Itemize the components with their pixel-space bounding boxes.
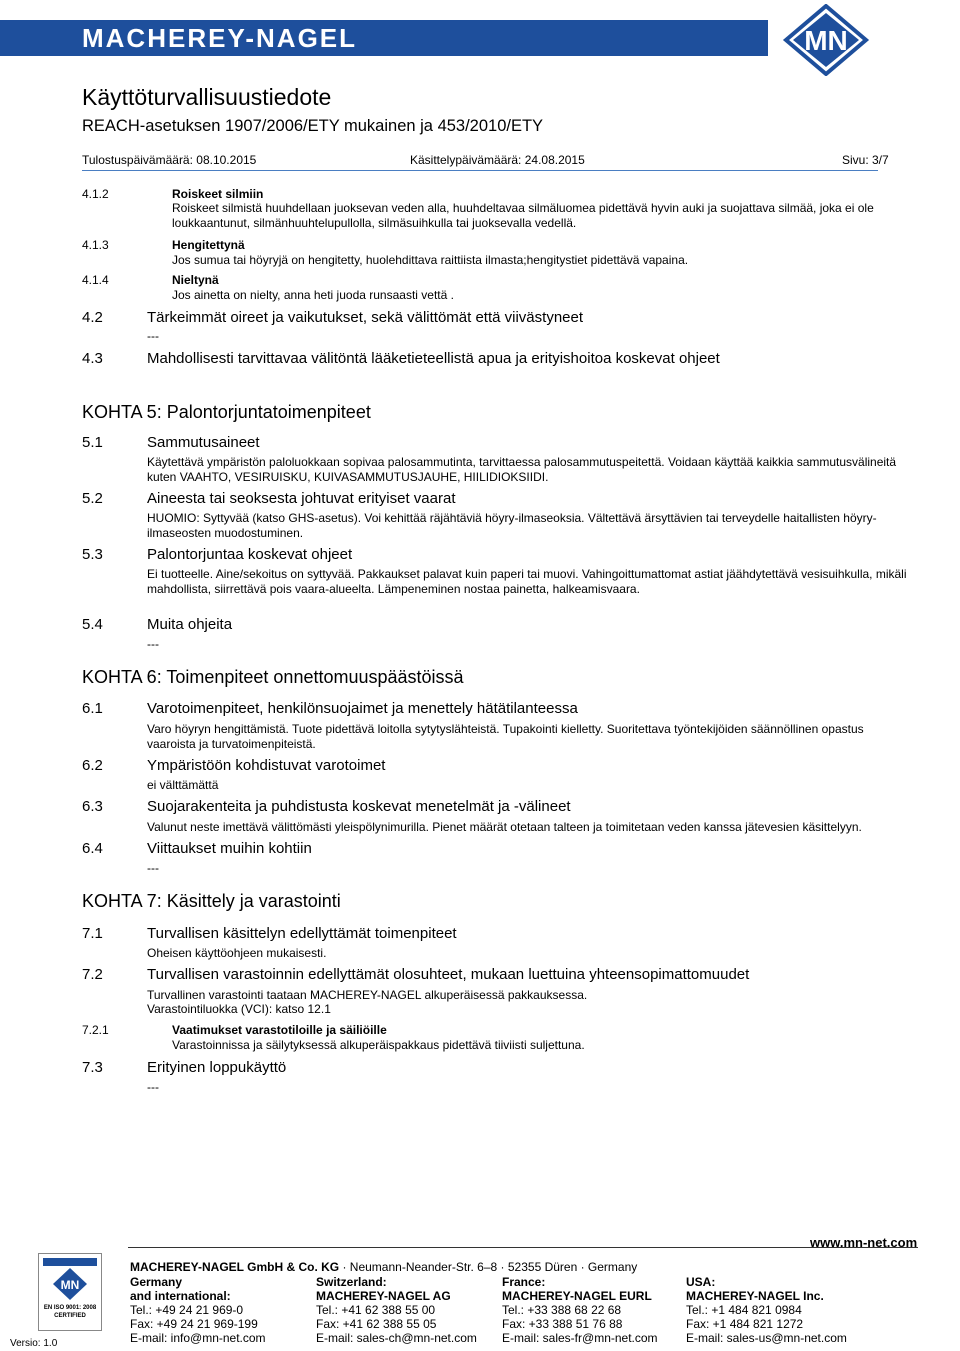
footer-email: E-mail: info@mn-net.com <box>130 1331 266 1345</box>
document-subtitle: REACH-asetuksen 1907/2006/ETY mukainen ja 453/2010/ETY <box>82 117 544 135</box>
section-text: Roiskeet silmistä huuhdellaan juoksevan veden alla, huuhdeltavaa silmäluomea pidettävä hyvin auki ja suojattava silmää, joka ei ole loukkaantunut, silmänhuuhtelupullolla, silmäsuihkulla tai juoksevalla vedellä. <box>172 201 874 230</box>
section-title: Aineesta tai seoksesta johtuvat erityiset vaarat <box>147 490 456 507</box>
footer-col-germany <box>130 1275 310 1345</box>
section-number: 5.4 <box>82 616 103 633</box>
brand-name: MACHEREY-NAGEL <box>82 23 358 53</box>
section-title: Palontorjuntaa koskevat ohjeet <box>147 546 353 563</box>
footer-col-line: France: <box>502 1275 546 1289</box>
footer-fax: Fax: +1 484 821 1272 <box>686 1317 804 1331</box>
footer-col-usa <box>686 1275 866 1345</box>
mn-logo <box>776 4 876 76</box>
section-title: Vaatimukset varastotiloille ja säiliöille <box>172 1023 387 1037</box>
section-text: Käytettävä ympäristön paloluokkaan sopivaa palosammutinta, tarvittaessa palosammutuspeitettä. Voidaan käyttää kaikkia sammutusvälineitä kuten VAAHTO, VESIRUISKU, KUIVASAMMUTUSJAUHE, HIILIDIOKSIIDI. <box>147 455 897 484</box>
section-number: 7.1 <box>82 925 103 942</box>
footer-fax: Fax: +41 62 388 55 05 <box>316 1317 437 1331</box>
header-rule <box>82 170 878 171</box>
section-number: 6.3 <box>82 798 103 815</box>
section-title: Varotoimenpiteet, henkilönsuojaimet ja menettely hätätilanteessa <box>147 700 578 717</box>
section-number: 4.1.2 <box>82 187 109 201</box>
company-address: · Neumann-Neander-Str. 6–8 · 52355 Düren · Germany <box>339 1260 638 1274</box>
certification-logo <box>38 1253 102 1331</box>
cert-label: EN ISO 9001: 2008 CERTIFIED <box>43 1305 97 1319</box>
footer-tel: Tel.: +49 24 21 969-0 <box>130 1303 244 1317</box>
section-text: Jos sumua tai höyryjä on hengitetty, huolehdittava raittiista ilmasta;hengitystiet pidettävä vapaina. <box>172 253 689 267</box>
section-number: 7.2.1 <box>82 1023 109 1037</box>
footer-col-line: and international: <box>130 1289 231 1303</box>
footer-fax: Fax: +49 24 21 969-199 <box>130 1317 258 1331</box>
footer-rule <box>128 1247 918 1248</box>
section-title: Nieltynä <box>172 273 219 287</box>
section-number: 4.3 <box>82 350 103 367</box>
footer-col-line: Germany <box>130 1275 183 1289</box>
section-text: Varastoinnissa ja säilytyksessä alkuperäispakkaus pidettävä tiiviisti suljettuna. <box>172 1038 585 1052</box>
page-number: Sivu: 3/7 <box>842 153 889 167</box>
footer-email: E-mail: sales-ch@mn-net.com <box>316 1331 477 1345</box>
footer-col-line: MACHEREY-NAGEL EURL <box>502 1289 652 1303</box>
chapter-heading: KOHTA 5: Palontorjuntatoimenpiteet <box>82 402 371 422</box>
section-number: 6.4 <box>82 840 103 857</box>
section-number: 7.3 <box>82 1059 103 1076</box>
section-title: Ympäristöön kohdistuvat varotoimet <box>147 757 386 774</box>
section-title: Hengitettynä <box>172 238 245 252</box>
section-number: 4.1.3 <box>82 238 109 252</box>
section-number: 5.2 <box>82 490 103 507</box>
section-text: Varastointiluokka (VCI): katso 12.1 <box>147 1002 331 1016</box>
footer-col-line: MACHEREY-NAGEL AG <box>316 1289 451 1303</box>
footer-col-line: MACHEREY-NAGEL Inc. <box>686 1289 824 1303</box>
section-title: Mahdollisesti tarvittavaa välitöntä lääketieteellistä apua ja erityishoitoa koskevat ohjeet <box>147 350 720 367</box>
section-text: Jos ainetta on nielty, anna heti juoda runsaasti vettä . <box>172 288 454 302</box>
document-title: Käyttöturvallisuustiedote <box>82 84 332 110</box>
section-title: Turvallisen varastoinnin edellyttämät olosuhteet, mukaan luettuina yhteensopimattomuudet <box>147 966 750 983</box>
section-number: 6.2 <box>82 757 103 774</box>
section-text: HUOMIO: Syttyvää (katso GHS-asetus). Voi kehittää räjähtäviä höyry-ilmaseoksia. Vältettävä ärsyttävien tai terveydelle haitallisten höyry-ilmaseosten muodostuminen. <box>147 511 877 540</box>
section-text: --- <box>147 1080 159 1094</box>
print-date: Tulostuspäivämäärä: 08.10.2015 <box>82 153 257 167</box>
footer-email: E-mail: sales-us@mn-net.com <box>686 1331 847 1345</box>
section-text: Varo höyryn hengittämistä. Tuote pidettävä loitolla sytytyslähteistä. Tupakointi kielletty. Suoritettava työntekijöiden säännöllinen opastus vaaroista ja turvatoimenpiteistä. <box>147 722 864 751</box>
section-number: 7.2 <box>82 966 103 983</box>
section-number: 5.3 <box>82 546 103 563</box>
section-number: 4.2 <box>82 309 103 326</box>
website: www.mn-net.com <box>810 1235 918 1250</box>
section-title: Muita ohjeita <box>147 616 233 633</box>
company-line <box>130 1260 930 1274</box>
footer-tel: Tel.: +1 484 821 0984 <box>686 1303 802 1317</box>
footer-col-switzerland <box>316 1275 501 1345</box>
section-text: Valunut neste imettävä välittömästi yleispölynimurilla. Pienet määrät otetaan talteen ja toimitetaan veden kanssa jätevesien käsittelyyn. <box>147 820 862 834</box>
section-text: Oheisen käyttöohjeen mukaisesti. <box>147 946 327 960</box>
footer-col-line: Switzerland: <box>316 1275 387 1289</box>
mn-cert-icon <box>39 1254 101 1330</box>
section-title: Viittaukset muihin kohtiin <box>147 840 312 857</box>
section-text: --- <box>147 329 159 343</box>
section-number: 5.1 <box>82 434 103 451</box>
section-title: Suojarakenteita ja puhdistusta koskevat menetelmät ja -välineet <box>147 798 571 815</box>
footer-fax: Fax: +33 388 51 76 88 <box>502 1317 623 1331</box>
section-number: 4.1.4 <box>82 273 109 287</box>
chapter-heading: KOHTA 6: Toimenpiteet onnettomuuspäästöissä <box>82 667 464 687</box>
svg-text:MN: MN <box>60 1278 80 1292</box>
version-label: Versio: 1.0 <box>10 1338 58 1349</box>
section-text: --- <box>147 861 159 875</box>
footer-tel: Tel.: +41 62 388 55 00 <box>316 1303 436 1317</box>
footer-email: E-mail: sales-fr@mn-net.com <box>502 1331 658 1345</box>
footer-col-france <box>502 1275 684 1345</box>
footer-col-line: USA: <box>686 1275 716 1289</box>
section-title: Turvallisen käsittelyn edellyttämät toimenpiteet <box>147 925 457 942</box>
company-name: MACHEREY-NAGEL GmbH & Co. KG <box>130 1260 340 1274</box>
section-text: Ei tuotteelle. Aine/sekoitus on syttyvää. Pakkaukset palavat kuin paperi tai muovi. Vahingoittumattomat astiat jäähdytettävä vesisuihkulla, mikäli mahdollista, siirrettävä pois vaara-alueelta. Lämpeneminen nostaa painetta, halkeamisvaara. <box>147 567 907 596</box>
section-text: --- <box>147 637 159 651</box>
section-title: Erityinen loppukäyttö <box>147 1059 287 1076</box>
section-title: Roiskeet silmiin <box>172 187 264 201</box>
svg-text:MN: MN <box>804 25 848 56</box>
section-number: 6.1 <box>82 700 103 717</box>
footer-tel: Tel.: +33 388 68 22 68 <box>502 1303 622 1317</box>
chapter-heading: KOHTA 7: Käsittely ja varastointi <box>82 891 341 911</box>
section-text: ei välttämättä <box>147 778 219 792</box>
section-text: Turvallinen varastointi taataan MACHEREY-NAGEL alkuperäisessä pakkauksessa. <box>147 988 588 1002</box>
section-title: Tärkeimmät oireet ja vaikutukset, sekä välittömät että viivästyneet <box>147 309 584 326</box>
section-title: Sammutusaineet <box>147 434 260 451</box>
revision-date: Käsittelypäivämäärä: 24.08.2015 <box>410 153 585 167</box>
